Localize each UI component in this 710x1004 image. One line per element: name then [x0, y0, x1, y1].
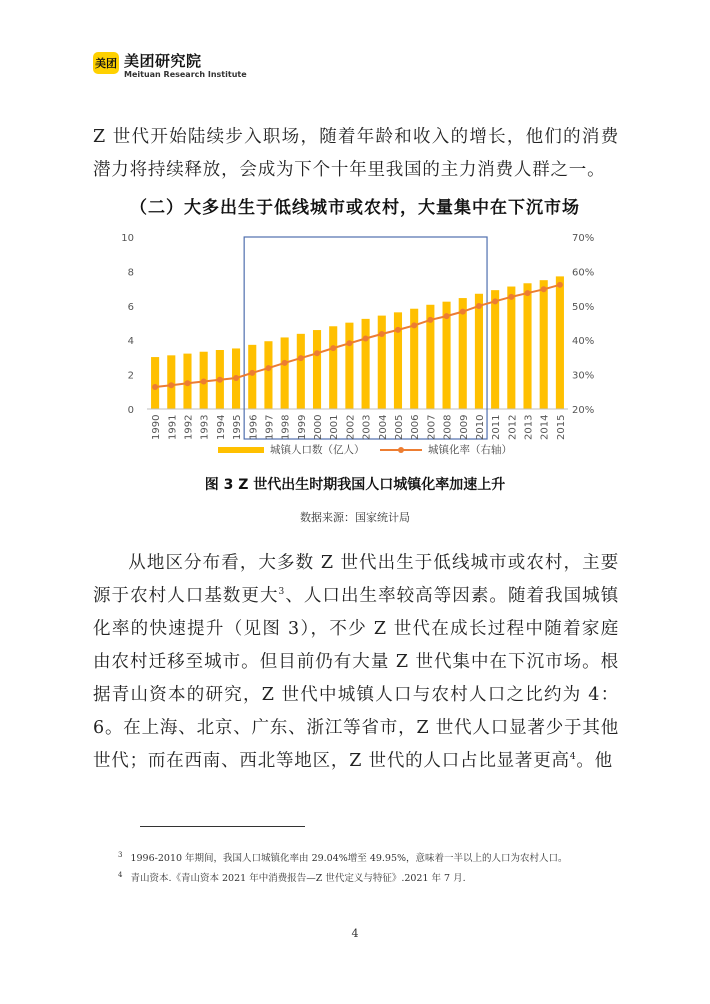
right-axis-tick-label: 60% — [572, 267, 595, 279]
figure-caption: 图 3 Z 世代出生时期我国人口城镇化率加速上升 — [204, 477, 506, 493]
x-axis-tick-label: 1995 — [232, 414, 244, 440]
footnote-ref-3[interactable]: 3 — [278, 587, 286, 598]
x-axis-tick-label: 2001 — [329, 414, 341, 440]
x-axis-tick-label: 2004 — [377, 414, 389, 440]
line-point — [541, 286, 547, 292]
x-axis-tick-label: 2015 — [555, 414, 567, 440]
legend-bar-swatch — [218, 447, 264, 453]
x-axis-tick-label: 1996 — [248, 414, 260, 440]
bar — [329, 326, 337, 409]
line-point — [557, 282, 563, 288]
line-point — [298, 355, 304, 361]
legend-line-label: 城镇化率（右轴） — [428, 444, 512, 456]
meituan-logo-icon: 美团 — [93, 52, 119, 74]
left-axis-tick-label: 0 — [127, 405, 134, 416]
left-axis-tick-label: 8 — [127, 267, 134, 279]
paragraph-2-part-b: 、人口出生率较高等因素。随着我国城镇化率的快速提升（见图 3），不少 Z 世代在成长过程中随着家庭由农村迁移至城市。但目前仍有大量 Z 世代集中在下沉市场。根据青山资本的研究，Z 世代中城镇人口与农村人口之比约为 4：6。在上海、北京、广东、浙江等省市，Z 世代人口显著少于其他世代；而在西南、西北等地区，Z 世代的人口占比显著更高 — [93, 586, 620, 771]
line-point — [152, 384, 158, 390]
line-point — [201, 378, 207, 384]
line-point — [427, 317, 433, 323]
bar — [459, 298, 467, 409]
line-point — [314, 350, 320, 356]
line-point — [233, 375, 239, 381]
x-axis-tick-label: 1993 — [199, 414, 211, 440]
x-axis-tick-label: 2011 — [491, 414, 503, 440]
left-axis-tick-label: 2 — [127, 370, 134, 382]
x-axis-tick-label: 2003 — [361, 414, 373, 440]
footnote-3-number: 3 — [118, 851, 123, 859]
right-axis-tick-label: 50% — [572, 301, 595, 313]
left-axis-tick-label: 6 — [127, 301, 134, 313]
bar — [394, 312, 402, 409]
org-name: 美团研究院 — [124, 52, 202, 70]
bar — [297, 334, 305, 409]
line-point — [379, 331, 385, 337]
line-point — [168, 382, 174, 388]
left-axis-tick-label: 4 — [127, 336, 134, 348]
right-axis-tick-label: 40% — [572, 336, 595, 348]
x-axis-tick-label: 2009 — [458, 414, 470, 440]
line-point — [492, 298, 498, 304]
urbanization-chart — [100, 225, 610, 465]
line-point — [476, 303, 482, 309]
x-axis-tick-label: 2006 — [410, 414, 422, 440]
footnote-4-text: 青山资本.《青山资本 2021 年中消费报告—Z 世代定义与特征》.2021 年 7 月. — [130, 873, 466, 885]
x-axis-tick-label: 1992 — [183, 414, 195, 440]
bar — [523, 283, 531, 409]
bar — [167, 355, 175, 409]
bar — [507, 287, 515, 409]
bar — [264, 341, 272, 409]
x-axis-tick-label: 2002 — [345, 414, 357, 440]
line-point — [330, 345, 336, 351]
footnote-4-number: 4 — [118, 871, 123, 879]
bar — [378, 316, 386, 409]
x-axis-tick-label: 2008 — [442, 414, 454, 440]
line-point — [395, 327, 401, 333]
x-axis-tick-label: 2013 — [523, 414, 535, 440]
line-point — [363, 335, 369, 341]
bar — [281, 337, 289, 409]
footnote-divider — [140, 826, 305, 827]
page-number: 4 — [351, 927, 359, 940]
x-axis-tick-label: 2014 — [539, 414, 551, 440]
x-axis-tick-label: 2005 — [393, 414, 405, 440]
line-point — [346, 340, 352, 346]
left-axis-tick-label: 10 — [121, 233, 134, 244]
x-axis-tick-label: 2000 — [313, 414, 325, 440]
paragraph-2-part-a: 从地区分布看，大多数 Z 世代出生于低线城市或农村，主要源于农村人口基数更大 — [93, 553, 619, 606]
section-heading: （二）大多出生于低线城市或农村，大量集中在下沉市场 — [130, 198, 580, 218]
x-axis-tick-label: 1999 — [296, 414, 308, 440]
line-point — [265, 365, 271, 371]
line-point — [411, 322, 417, 328]
line-point — [508, 294, 514, 300]
bar — [151, 357, 159, 409]
x-axis-tick-label: 1997 — [264, 414, 276, 440]
bar — [345, 323, 353, 409]
footnote-3 — [118, 848, 568, 866]
bar — [248, 345, 256, 409]
bar — [313, 330, 321, 409]
line-point — [217, 377, 223, 383]
bar — [475, 294, 483, 409]
line-point — [444, 313, 450, 319]
right-axis-tick-label: 20% — [572, 405, 595, 416]
x-axis-tick-label: 1991 — [167, 414, 179, 440]
x-axis-tick-label: 1990 — [151, 414, 163, 440]
footnote-3-text: 1996-2010 年期间，我国人口城镇化率由 29.04%增至 49.95%，意味着一半以上的人口为农村人口。 — [130, 853, 568, 865]
bar — [362, 319, 370, 409]
bar — [540, 280, 548, 409]
paragraph-2-part-c: 。他 — [576, 751, 613, 771]
line-point — [282, 360, 288, 366]
paragraph-2 — [93, 547, 619, 778]
line-point — [525, 290, 531, 296]
line-point — [460, 309, 466, 315]
footnote-ref-4[interactable]: 4 — [569, 752, 577, 763]
paragraph-1: Z 世代开始陆续步入职场，随着年龄和收入的增长，他们的消费潜力将持续释放，会成为下个十年里我国的主力消费人群之一。 — [93, 127, 619, 180]
org-subtitle: Meituan Research Institute — [124, 70, 247, 79]
x-axis-tick-label: 2012 — [507, 414, 519, 440]
bar — [491, 290, 499, 409]
figure-source: 数据来源：国家统计局 — [300, 511, 410, 524]
x-axis-tick-label: 1998 — [280, 414, 292, 440]
line-point — [249, 370, 255, 376]
line-point — [184, 380, 190, 386]
footnote-4 — [118, 868, 466, 886]
x-axis-tick-label: 1994 — [215, 414, 227, 440]
bar — [556, 276, 564, 409]
x-axis-tick-label: 2007 — [426, 414, 438, 440]
right-axis-tick-label: 70% — [572, 233, 595, 244]
legend-line-marker — [398, 447, 404, 453]
right-axis-tick-label: 30% — [572, 370, 595, 382]
x-axis-tick-label: 2010 — [474, 414, 486, 440]
legend-bar-label: 城镇人口数（亿人） — [270, 444, 365, 456]
